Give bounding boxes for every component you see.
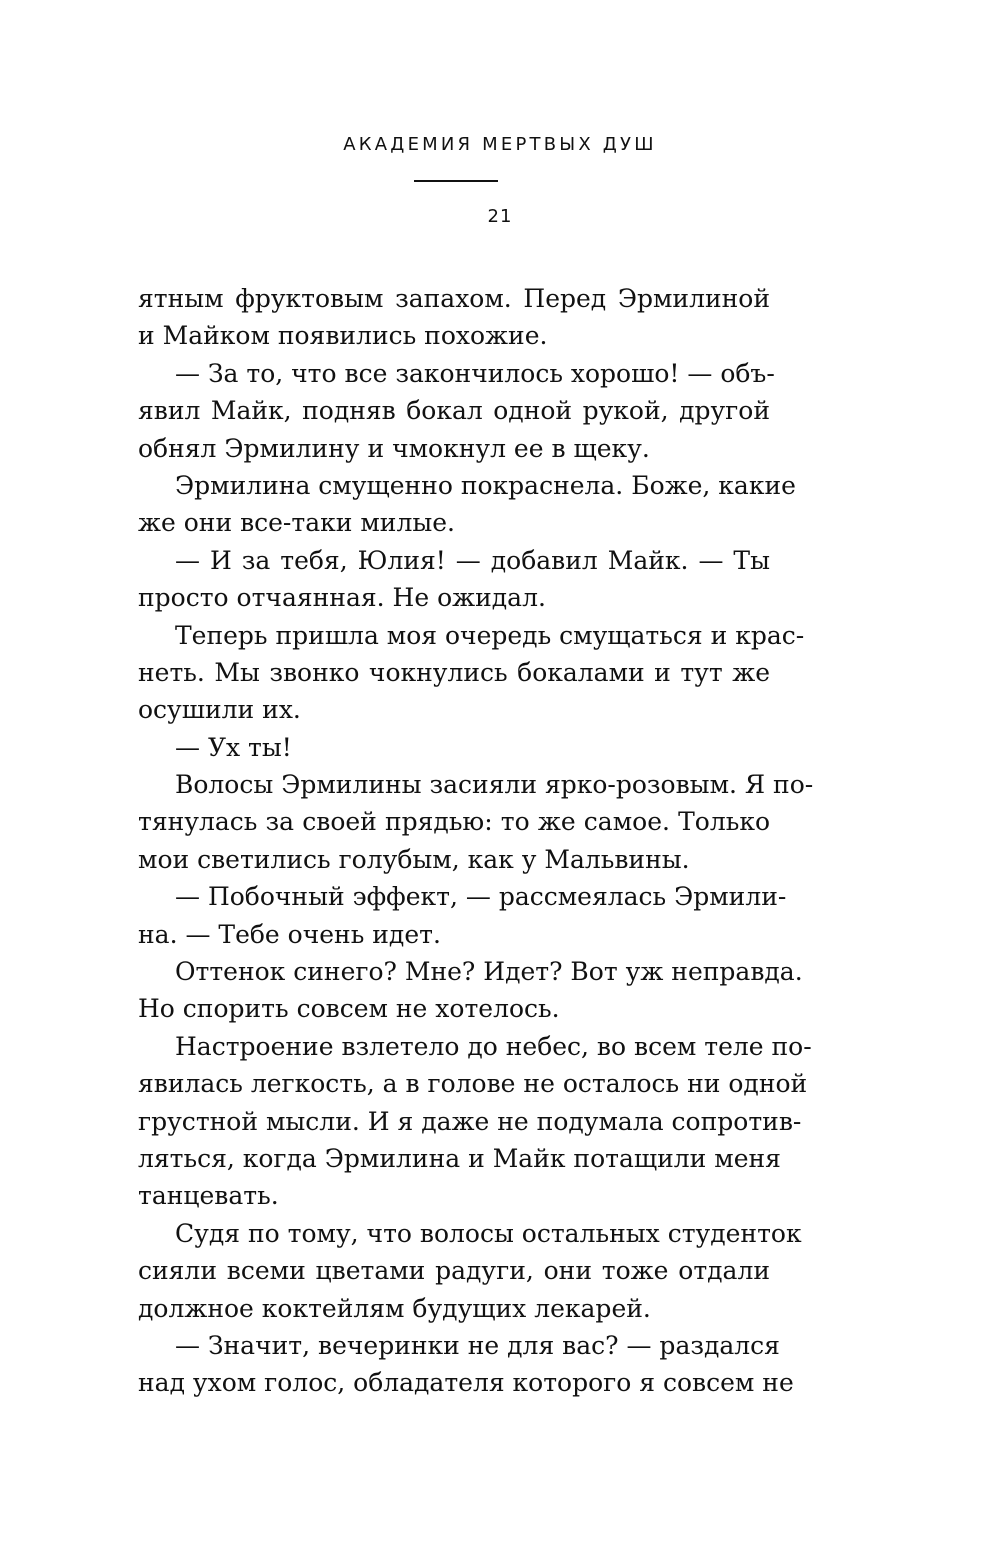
text-line: над ухом голос, обладателя которого я совсем не — [138, 1368, 794, 1398]
text-line: Теперь пришла моя очередь смущаться и крас- — [175, 620, 805, 650]
text-line: явил Майк, подняв бокал одной рукой, другой — [138, 396, 770, 426]
text-line: Судя по тому, что волосы остальных студенток — [175, 1218, 802, 1248]
text-line: неть. Мы звонко чокнулись бокалами и тут же — [138, 657, 770, 687]
text-line: ятным фруктовым запахом. Перед Эрмилиной — [138, 284, 770, 313]
page-number: 21 — [487, 206, 513, 227]
text-line: мои светились голубым, как у Мальвины. — [138, 844, 690, 874]
text-line: Но спорить совсем не хотелось. — [138, 994, 560, 1024]
text-line: обнял Эрмилину и чмокнул ее в щеку. — [138, 433, 650, 463]
text-line: — Значит, вечеринки не для вас? — раздался — [175, 1330, 780, 1360]
text-line: — Ух ты! — [175, 732, 292, 762]
text-line: Волосы Эрмилины засияли ярко-розовым. Я по- — [175, 770, 814, 800]
text-line: Настроение взлетело до небес, во всем теле по- — [175, 1031, 812, 1061]
text-line: Оттенок синего? Мне? Идет? Вот уж неправда. — [175, 957, 803, 987]
text-line: просто отчаянная. Не ожидал. — [138, 583, 546, 613]
running-title: АКАДЕМИЯ МЕРТВЫХ ДУШ — [343, 134, 657, 155]
text-line: — Побочный эффект, — рассмеялась Эрмили- — [175, 882, 787, 912]
text-line: осушили их. — [138, 695, 301, 725]
text-line: сияли всеми цветами радуги, они тоже отдали — [138, 1256, 770, 1286]
text-line: — И за тебя, Юлия! — добавил Майк. — Ты — [175, 545, 770, 575]
text-line: Эрмилина смущенно покраснела. Боже, какие — [175, 470, 796, 500]
text-line: танцевать. — [138, 1181, 279, 1211]
text-line: должное коктейлям будущих лекарей. — [138, 1293, 651, 1323]
text-line: грустной мысли. И я даже не подумала сопротив- — [138, 1106, 802, 1136]
text-line: на. — Тебе очень идет. — [138, 919, 441, 949]
body-text — [138, 280, 814, 1402]
text-line: явилась легкость, а в голове не осталось ни одной — [138, 1069, 808, 1099]
text-line: ляться, когда Эрмилина и Майк потащили меня — [138, 1143, 781, 1173]
text-line: же они все-таки милые. — [138, 508, 455, 538]
text-line: тянулась за своей прядью: то же самое. Только — [138, 807, 770, 837]
text-line: и Майком появились похожие. — [138, 321, 548, 351]
header-rule — [414, 180, 498, 182]
text-line: — За то, что все закончилось хорошо! — объ- — [175, 358, 775, 388]
